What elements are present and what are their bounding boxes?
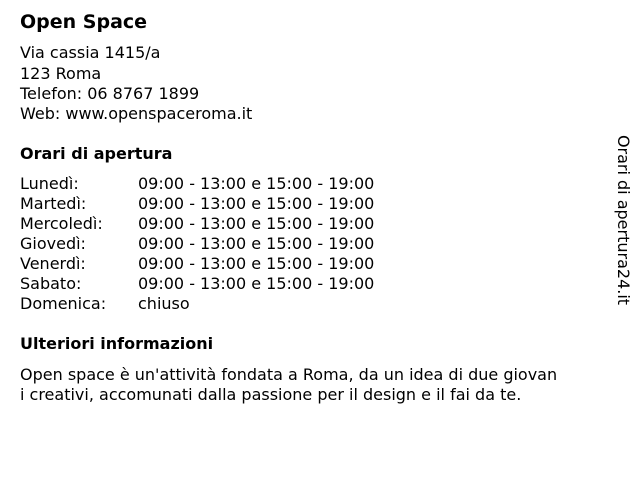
brand-watermark: Orari di apertura24.it [614, 134, 633, 306]
info-heading: Ulteriori informazioni [20, 334, 214, 353]
hours-heading: Orari di apertura [20, 144, 173, 163]
address-street: Via cassia 1415/a [20, 43, 161, 62]
info-line-2: i creativi, accomunati dalla passione per il design e il fai da te. [20, 385, 522, 404]
day-label: Giovedì: [20, 234, 86, 253]
website: Web: www.openspaceroma.it [20, 104, 253, 123]
day-label: Domenica: [20, 294, 107, 313]
day-label: Venerdì: [20, 254, 86, 273]
business-name: Open Space [20, 11, 148, 33]
time-value: 09:00 - 13:00 e 15:00 - 19:00 [138, 254, 375, 273]
info-line-1: Open space è un'attività fondata a Roma, da un idea di due giovan [20, 365, 558, 384]
info-paragraph [20, 365, 620, 405]
day-label: Sabato: [20, 274, 82, 293]
time-value: chiuso [138, 294, 190, 313]
time-value: 09:00 - 13:00 e 15:00 - 19:00 [138, 274, 375, 293]
address-city: 123 Roma [20, 64, 102, 83]
phone-number: Telefon: 06 8767 1899 [20, 84, 200, 103]
time-value: 09:00 - 13:00 e 15:00 - 19:00 [138, 234, 375, 253]
time-value: 09:00 - 13:00 e 15:00 - 19:00 [138, 174, 375, 193]
day-label: Mercoledì: [20, 214, 103, 233]
day-label: Lunedì: [20, 174, 79, 193]
time-value: 09:00 - 13:00 e 15:00 - 19:00 [138, 194, 375, 213]
day-label: Martedì: [20, 194, 87, 213]
time-value: 09:00 - 13:00 e 15:00 - 19:00 [138, 214, 375, 233]
